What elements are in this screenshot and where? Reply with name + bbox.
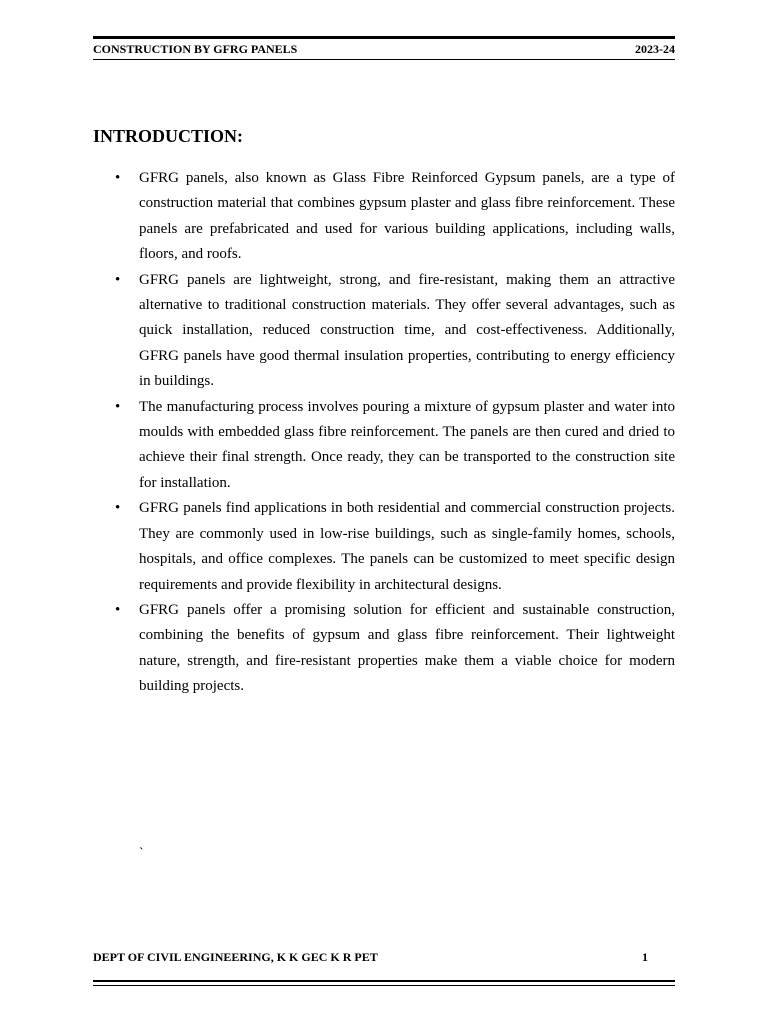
bullet-icon: • [115, 271, 121, 288]
list-item [93, 598, 675, 700]
bullet-icon: • [115, 398, 121, 415]
list-item-text: The manufacturing process involves pouring a mixture of gypsum plaster and water into moulds with embedded glass fibre reinforcement. The panels are then cured and dried to achieve their final strength. Once ready, they can be transported to the construction site for installation. [139, 398, 675, 491]
list-item [93, 395, 675, 497]
page-header [93, 42, 675, 56]
footer-rule-bottom [93, 985, 675, 986]
header-rule-bottom [93, 59, 675, 60]
footer-rule-top [93, 980, 675, 982]
list-item [93, 496, 675, 598]
bullet-icon: • [115, 500, 121, 517]
header-title: CONSTRUCTION BY GFRG PANELS [93, 42, 298, 56]
header-year: 2023-24 [635, 42, 675, 56]
bullet-icon: • [115, 601, 121, 618]
list-item-text: GFRG panels offer a promising solution for efficient and sustainable construction, combining the benefits of gypsum and glass fibre reinforcement. Their lightweight nature, strength, and fire-resistant properties make them a viable choice for modern building projects. [139, 601, 675, 695]
list-item [93, 268, 675, 395]
header-rule-top [93, 36, 675, 39]
list-item-text: GFRG panels are lightweight, strong, and fire-resistant, making them an attractive alternative to traditional construction materials. They offer several advantages, such as quick installation, reduced construction time, and cost-effectiveness. Additionally, GFRG panels have good thermal insulation properties, contributing to energy efficiency in buildings. [139, 271, 675, 390]
page-footer [93, 950, 648, 965]
bullet-list [93, 166, 675, 700]
list-item-text: GFRG panels find applications in both residential and commercial construction projects. They are commonly used in low-rise buildings, such as single-family homes, schools, hospitals, and office complexes. The panels can be customized to meet specific design requirements and provide flexibility in architectural designs. [139, 500, 675, 593]
footer-department: DEPT OF CIVIL ENGINEERING, K K GEC K R PET [93, 950, 378, 964]
list-item-text: GFRG panels, also known as Glass Fibre Reinforced Gypsum panels, are a type of construction material that combines gypsum plaster and glass fibre reinforcement. These panels are prefabricated and used for various building applications, including walls, floors, and roofs. [139, 170, 675, 263]
stray-mark: ` [139, 846, 144, 861]
bullet-icon: • [115, 170, 121, 186]
section-title: INTRODUCTION: [93, 126, 244, 146]
page-number: 1 [642, 950, 648, 964]
list-item [93, 166, 675, 268]
